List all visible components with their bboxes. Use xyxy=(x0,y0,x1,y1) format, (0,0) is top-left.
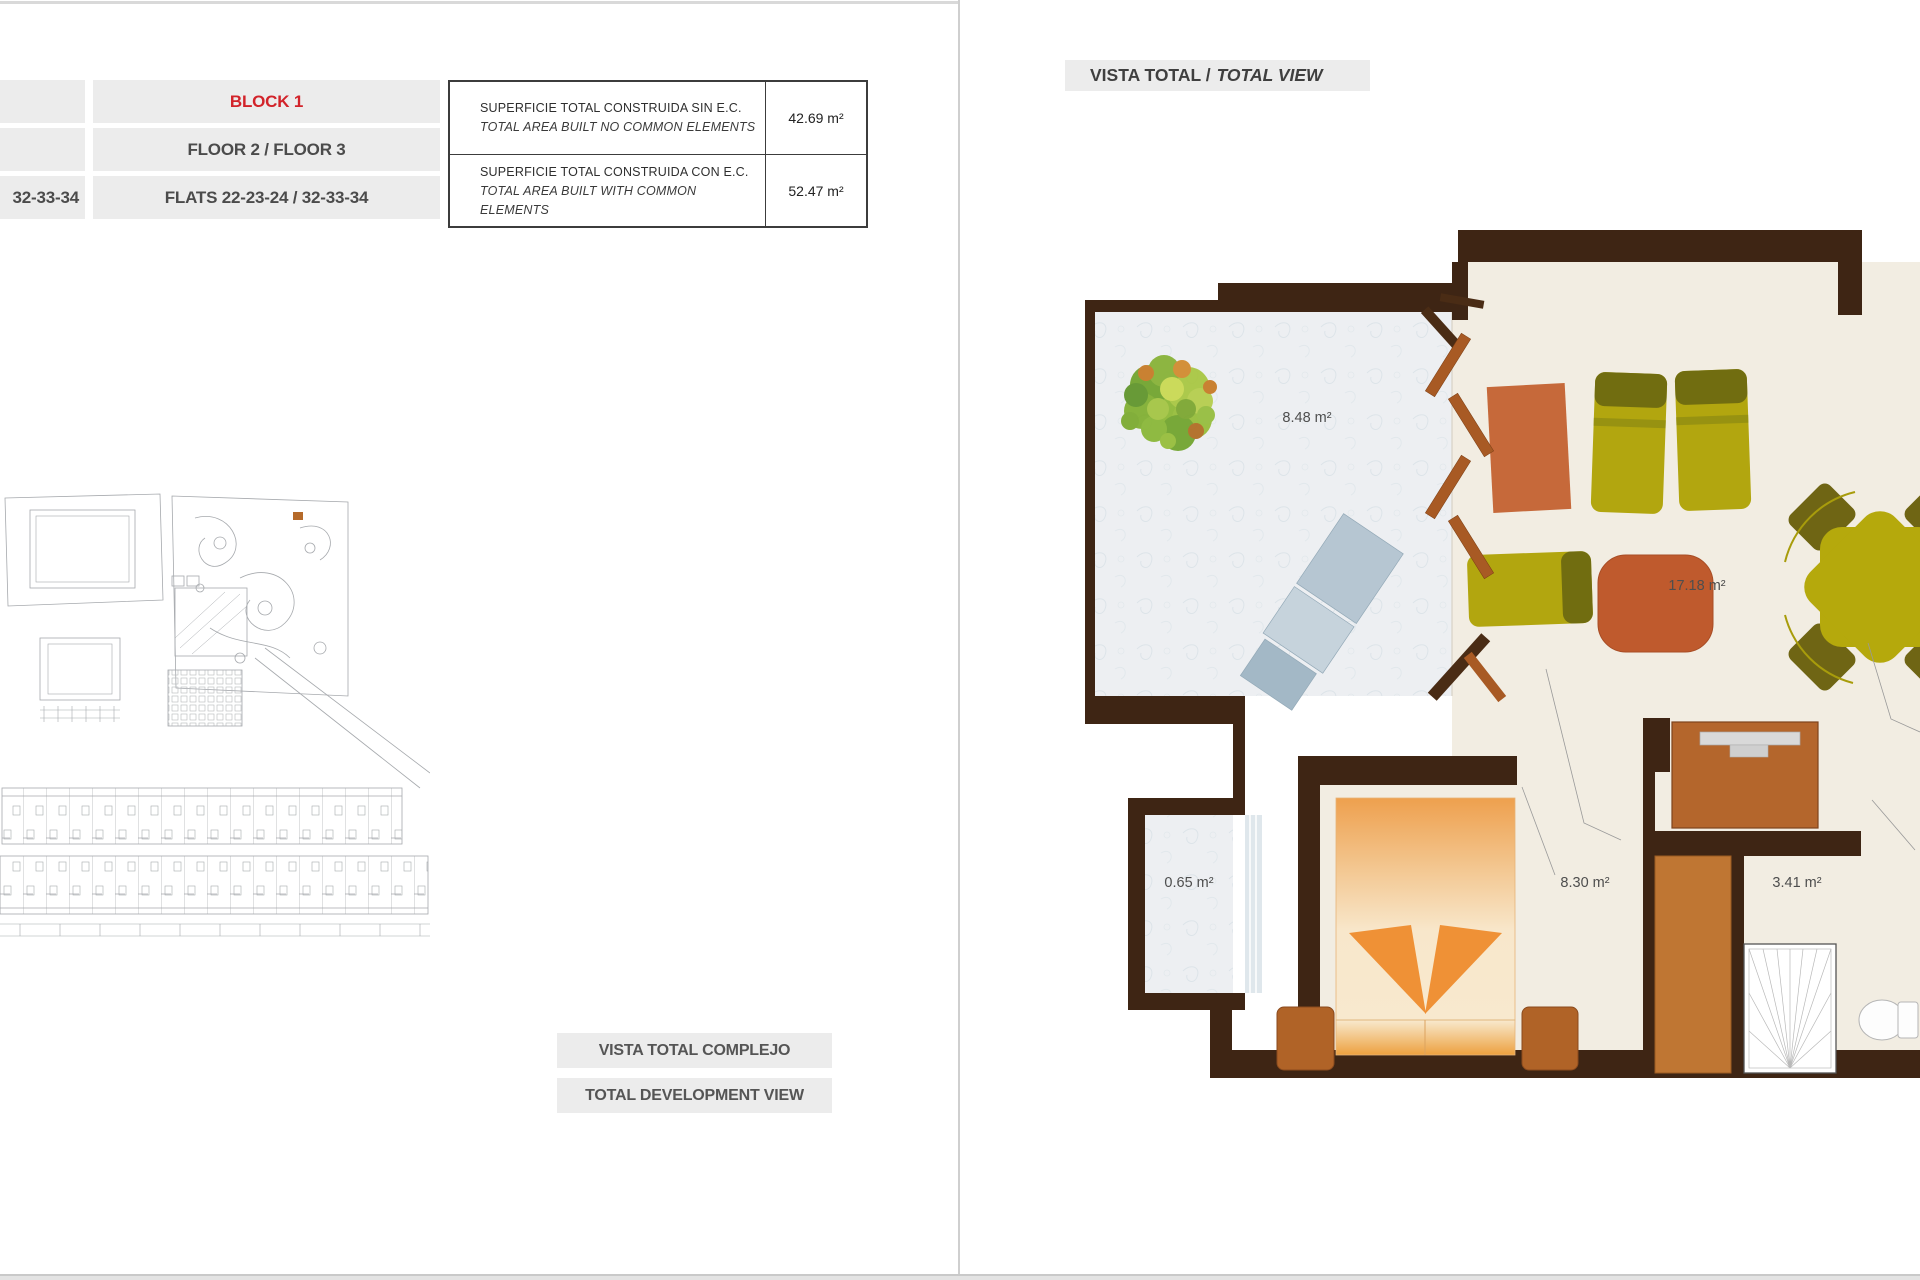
plan-view-title xyxy=(1065,60,1370,91)
built-area-table xyxy=(448,80,868,228)
table-row xyxy=(450,154,866,227)
side-header-row-2 xyxy=(0,128,85,171)
bathroom-area-label: 3.41 m² xyxy=(1772,875,1822,891)
bed xyxy=(1336,798,1515,1055)
tv-unit xyxy=(1672,722,1818,828)
nightstand-right xyxy=(1522,1007,1578,1070)
bedroom-area-label: 8.30 m² xyxy=(1560,875,1610,891)
terrace-area-label: 8.48 m² xyxy=(1282,410,1332,426)
side-header-flats-label: 32-33-34 xyxy=(0,176,85,219)
plan-view-title-en: TOTAL VIEW xyxy=(1216,65,1323,85)
apartment-floor-plan xyxy=(1085,225,1920,1080)
tv-screen xyxy=(1700,732,1800,745)
flats-label: FLATS 22-23-24 / 32-33-34 xyxy=(93,176,440,219)
area-no-common-label-en: TOTAL AREA BUILT NO COMMON ELEMENTS xyxy=(480,120,756,134)
site-plan-drawing xyxy=(0,488,430,938)
nightstand-left xyxy=(1277,1007,1334,1070)
coffee-table xyxy=(1598,555,1713,652)
sofa-seat xyxy=(1591,372,1668,514)
plan-view-title-es: VISTA TOTAL / xyxy=(1090,65,1211,85)
balcony-area-label: 0.65 m² xyxy=(1164,875,1214,891)
site-plan-marker xyxy=(293,512,303,520)
page-bottom-margin xyxy=(0,1276,1920,1280)
floor-label: FLOOR 2 / FLOOR 3 xyxy=(93,128,440,171)
page-divider xyxy=(958,0,960,1277)
table-row xyxy=(450,82,866,154)
area-with-common-value: 52.47 m² xyxy=(788,183,844,199)
toilet xyxy=(1859,1000,1918,1040)
shower xyxy=(1744,944,1836,1073)
site-overview-label-es: VISTA TOTAL COMPLEJO xyxy=(557,1033,832,1068)
area-with-common-label-en: TOTAL AREA BUILT WITH COMMON ELEMENTS xyxy=(480,183,697,217)
armchair-orange xyxy=(1487,383,1571,513)
left-page-top-border xyxy=(0,1,960,4)
area-no-common-value: 42.69 m² xyxy=(788,110,844,126)
wardrobe xyxy=(1655,856,1731,1073)
area-with-common-label-es: SUPERFICIE TOTAL CONSTRUIDA CON E.C. xyxy=(480,164,749,179)
area-no-common-label-es: SUPERFICIE TOTAL CONSTRUIDA SIN E.C. xyxy=(480,101,742,115)
site-overview-label-en: TOTAL DEVELOPMENT VIEW xyxy=(557,1078,832,1113)
block-label: BLOCK 1 xyxy=(93,80,440,123)
sofa-seat xyxy=(1675,369,1752,511)
side-header-row-1 xyxy=(0,80,85,123)
living-area-label: 17.18 m² xyxy=(1668,578,1726,594)
